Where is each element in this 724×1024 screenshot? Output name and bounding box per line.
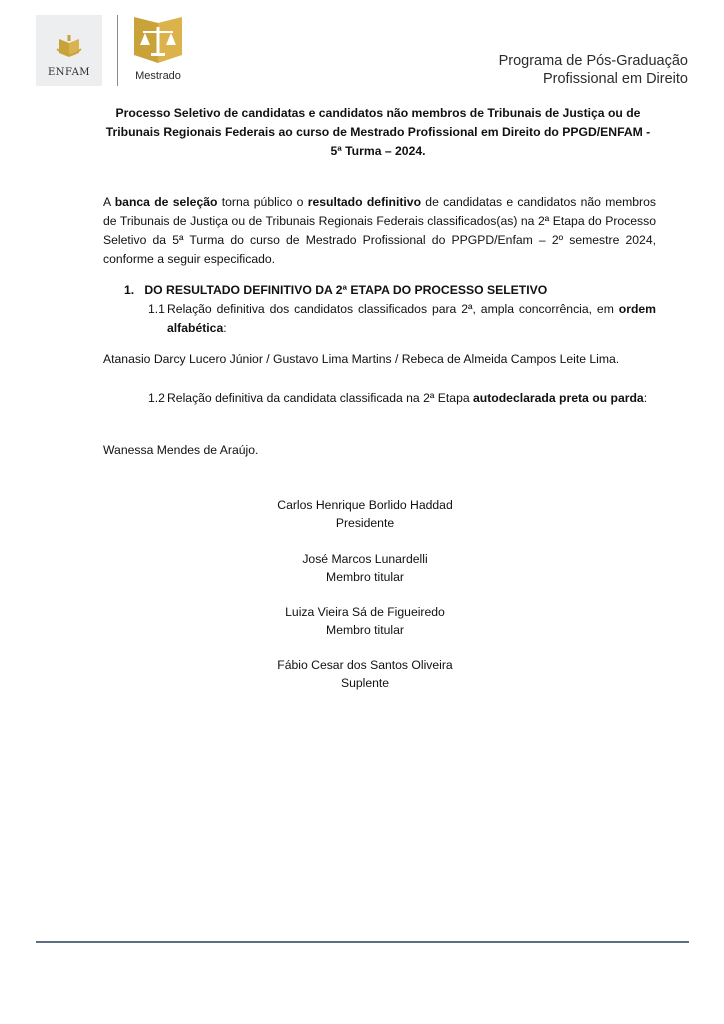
intro-bold-2: resultado definitivo [307,195,422,209]
signature-role: Suplente [340,676,390,690]
intro-bold-1: banca de seleção [114,195,218,209]
enfam-logo [36,15,102,86]
intro-text-2: torna público o [217,195,308,209]
signature-role: Membro titular [326,570,404,584]
signature-block [200,550,530,586]
signature-name: Fábio Cesar dos Santos Oliveira [277,658,453,672]
intro-text-3: de candidatas e candidatos não membros de Tribunais de Justiça ou de Tribunais Regionais Federais classificados(as) na 2ª Etapa do Processo Seletivo da 5ª Turma do curso de Mestrado Profissional do PPGPD/Enfam – 2º semestre 2024, conforme a seguir especificado. [103,195,656,266]
header-divider [117,15,118,86]
intro-paragraph [103,193,656,269]
subsection-1-2-bold: autodeclarada preta ou parda [473,391,644,405]
subsection-1-2-text: Relação definitiva da candidata classificada na 2ª Etapa [167,391,474,405]
subsection-1-2 [148,389,656,408]
signature-block [200,656,530,692]
section-heading-text: DO RESULTADO DEFINITIVO DA 2ª ETAPA DO PROCESSO SELETIVO [144,283,548,297]
subsection-1-1-bold: ordem alfabética [167,302,656,335]
enfam-label: ENFAM [47,67,91,78]
signature-name: Carlos Henrique Borlido Haddad [277,498,453,512]
subsection-1-1-number: 1.1 [148,302,165,316]
program-line-2: Profissional em Direito [542,71,688,87]
enfam-emblem-icon [55,33,83,63]
mestrado-label: Mestrado [135,70,181,82]
program-name [499,52,688,88]
intro-text-1: A [103,195,115,209]
subsection-1-1-text: Relação definitiva dos candidatos classificados para 2ª, ampla concorrência, em [167,302,619,316]
signature-name: José Marcos Lunardelli [302,552,428,566]
signature-role: Presidente [335,516,395,530]
subsection-1-2-end: : [643,391,648,405]
subsection-1-1-end: : [223,321,227,335]
program-line-1: Programa de Pós-Graduação [498,53,688,69]
page-header [0,0,724,100]
footer-divider [36,941,689,943]
section-heading [124,283,547,297]
signature-block [200,496,530,532]
subsection-1-1 [148,300,656,338]
mestrado-book-scale-icon [130,15,186,67]
signature-role: Membro titular [326,623,404,637]
signature-block [200,603,530,639]
subsection-1-2-number: 1.2 [148,391,165,405]
names-list-2: Wanessa Mendes de Araújo. [103,443,259,457]
section-number: 1. [124,283,135,297]
document-title: Processo Seletivo de candidatas e candidatos não membros de Tribunais de Justiça ou de Tribunais Regionais Federais ao curso de Mestrado Profissional em Direito do PPGD/ENFAM - 5ª Turma – 2024. [105,106,651,158]
signature-name: Luiza Vieira Sá de Figueiredo [285,605,445,619]
names-list-1: Atanasio Darcy Lucero Júnior / Gustavo Lima Martins / Rebeca de Almeida Campos Leite Lima. [103,352,620,366]
